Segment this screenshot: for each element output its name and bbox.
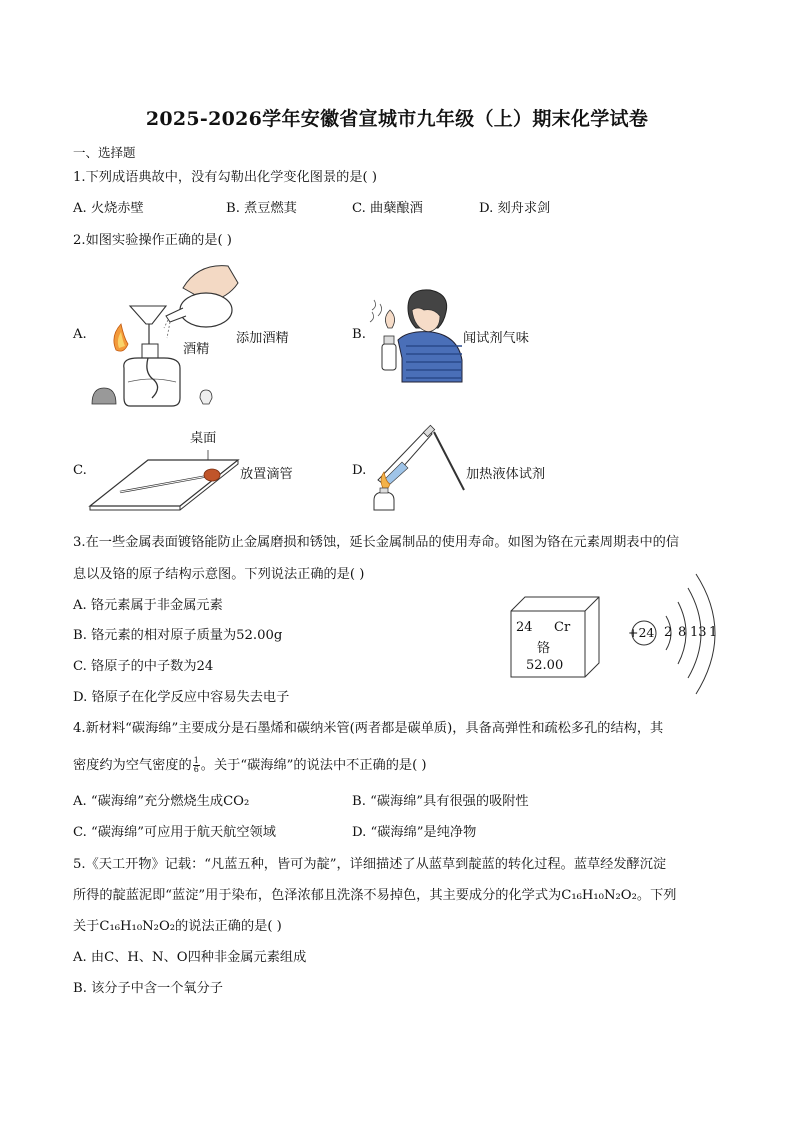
element-atomic-number: 24 (516, 620, 533, 635)
shell-4-electrons: 1 (709, 625, 718, 640)
element-name: 铬 (537, 641, 551, 656)
option-d-letter: D. (352, 463, 367, 478)
question-1-option-b: B. 煮豆燃萁 (226, 201, 297, 216)
alcohol-label: 酒精 (183, 342, 210, 357)
dropper-on-desk-illustration (90, 446, 240, 514)
question-5-stem-line3: 关于C₁₆H₁₀N₂O₂的说法正确的是( ) (73, 919, 282, 934)
question-3-stem-line2: 息以及铬的原子结构示意图。下列说法正确的是( ) (73, 567, 365, 582)
question-2-stem: 2.如图实验操作正确的是( ) (73, 233, 232, 248)
question-4-stem-part-a: 密度约为空气密度的 (73, 758, 192, 773)
question-4-option-b: B. “碳海绵”具有很强的吸附性 (352, 794, 529, 809)
fraction-numerator: 1 (193, 756, 199, 765)
shell-2-electrons: 8 (678, 625, 687, 640)
question-4-option-d: D. “碳海绵”是纯净物 (352, 825, 477, 840)
smell-reagent-illustration (368, 288, 464, 382)
option-a-caption: 添加酒精 (236, 331, 289, 346)
question-3-option-c: C. 铬原子的中子数为24 (73, 659, 214, 674)
page-title: 2025-2026学年安徽省宣城市九年级（上）期末化学试卷 (145, 108, 649, 130)
fraction-one-sixth (193, 757, 200, 774)
question-3-option-d: D. 铬原子在化学反应中容易失去电子 (73, 690, 290, 705)
question-1-option-c: C. 曲蘖酿酒 (352, 201, 423, 216)
option-b-caption: 闻试剂气味 (463, 331, 529, 346)
option-b-letter: B. (352, 327, 366, 342)
option-c-caption: 放置滴管 (240, 467, 293, 482)
option-c-letter: C. (73, 463, 87, 478)
element-atomic-mass: 52.00 (526, 658, 564, 673)
question-4-stem-line2 (73, 754, 427, 774)
question-5-option-b: B. 该分子中含一个氧分子 (73, 981, 223, 996)
question-4-stem-line1: 4.新材料“碳海绵”主要成分是石墨烯和碳纳米管(两者都是碳单质)，具备高弹性和疏松多孔的结构，其 (73, 721, 664, 736)
question-1-stem: 1.下列成语典故中，没有勾勒出化学变化图景的是( ) (73, 170, 377, 185)
alcohol-lamp-illustration (88, 258, 248, 410)
question-3-option-b: B. 铬元素的相对原子质量为52.00g (73, 628, 283, 643)
question-4-option-c: C. “碳海绵”可应用于航天航空领域 (73, 825, 276, 840)
question-5-stem-line1: 5.《天工开物》记载：“凡蓝五种，皆可为靛”，详细描述了从蓝草到靛蓝的转化过程。蓝草经发酵沉淀 (73, 857, 667, 872)
question-4-option-a: A. “碳海绵”充分燃烧生成CO₂ (73, 794, 250, 809)
element-symbol: Cr (554, 620, 571, 635)
option-a-letter: A. (73, 327, 87, 342)
question-4-stem-part-b: 。关于“碳海绵”的说法中不正确的是( ) (200, 758, 427, 773)
desk-label: 桌面 (190, 431, 217, 446)
question-5-option-a: A. 由C、H、N、O四种非金属元素组成 (73, 950, 307, 965)
option-d-caption: 加热液体试剂 (466, 467, 546, 482)
question-3-stem-line1: 3.在一些金属表面镀铬能防止金属磨损和锈蚀，延长金属制品的使用寿命。如图为铬在元素周期表中的信 (73, 535, 680, 550)
nucleus-charge: +24 (628, 625, 655, 640)
question-1-option-a: A. 火烧赤壁 (73, 201, 144, 216)
fraction-denominator: 6 (193, 765, 199, 774)
question-1-option-d: D. 刻舟求剑 (479, 201, 551, 216)
question-5-stem-line2: 所得的靛蓝泥即“蓝淀”用于染布，色泽浓郁且洗涤不易掉色，其主要成分的化学式为C₁₆H₁₀N₂O₂。下列 (73, 888, 677, 903)
heating-liquid-illustration (368, 424, 468, 514)
shell-1-electrons: 2 (664, 625, 673, 640)
section-heading: 一、选择题 (73, 145, 136, 160)
question-3-option-a: A. 铬元素属于非金属元素 (73, 598, 223, 613)
shell-3-electrons: 13 (690, 625, 707, 640)
